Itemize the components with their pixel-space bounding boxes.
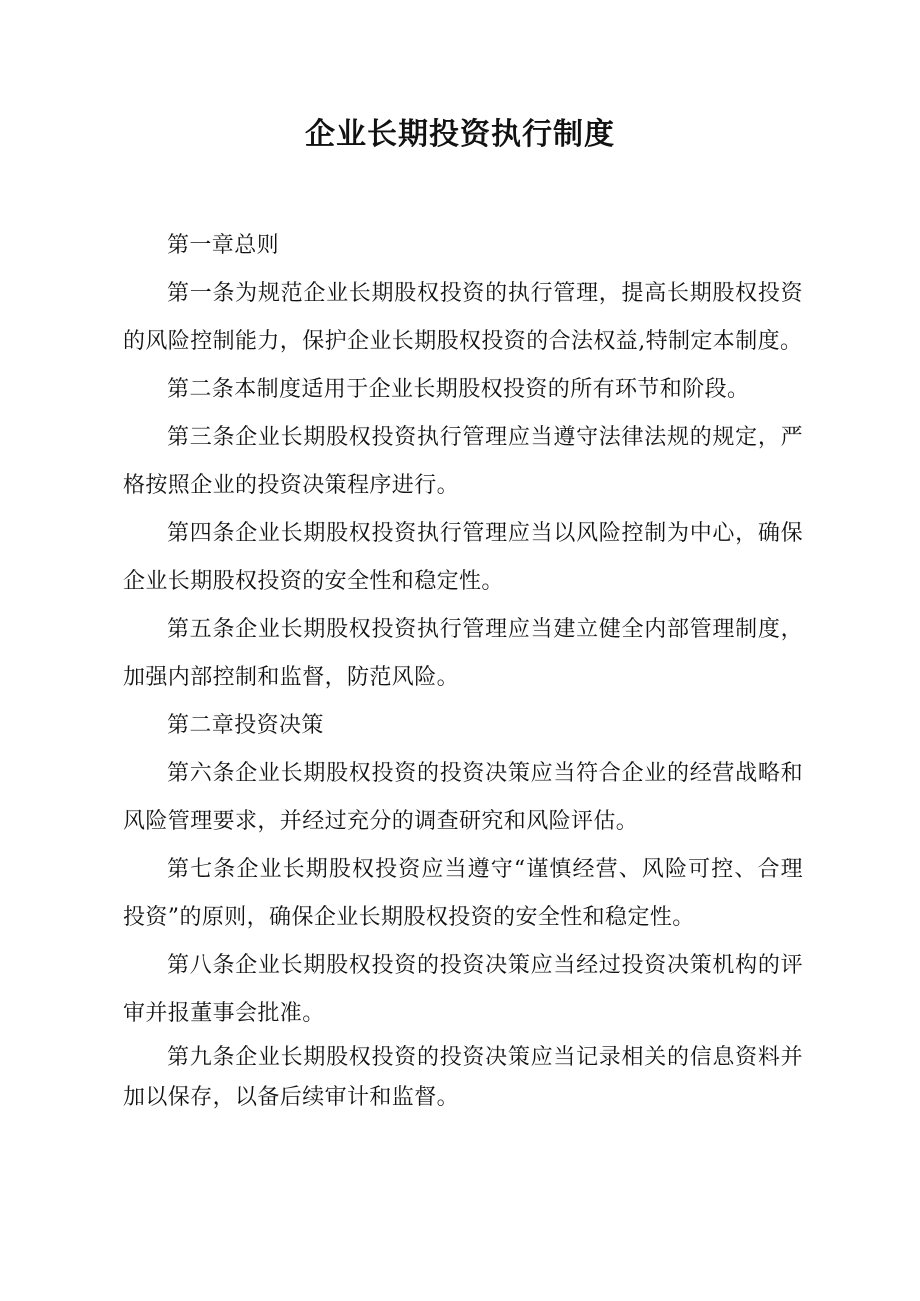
article-8: 第八条企业长期股权投资的投资决策应当经过投资决策机构的评审并报董事会批准。: [123, 953, 803, 1026]
chapter-heading-2: 第二章投资决策: [167, 713, 324, 738]
article-1: 第一条为规范企业长期股权投资的执行管理，提高长期股权投资的风险控制能力，保护企业长期股权投资的合法权益,特制定本制度。: [123, 281, 803, 354]
article-3: 第三条企业长期股权投资执行管理应当遵守法律法规的规定，严格按照企业的投资决策程序进行。: [123, 425, 803, 498]
article-7: 第七条企业长期股权投资应当遵守“谨慎经营、风险可控、合理投资”的原则，确保企业长期股权投资的安全性和稳定性。: [123, 857, 803, 930]
article-5: 第五条企业长期股权投资执行管理应当建立健全内部管理制度，加强内部控制和监督，防范风险。: [123, 617, 803, 690]
article-2: 第二条本制度适用于企业长期股权投资的所有环节和阶段。: [167, 377, 750, 402]
document-title: 企业长期投资执行制度: [305, 117, 615, 152]
article-6: 第六条企业长期股权投资的投资决策应当符合企业的经营战略和风险管理要求，并经过充分的调查研究和风险评估。: [123, 761, 803, 834]
article-4: 第四条企业长期股权投资执行管理应当以风险控制为中心，确保企业长期股权投资的安全性和稳定性。: [123, 521, 803, 594]
article-9: 第九条企业长期股权投资的投资决策应当记录相关的信息资料并加以保存，以备后续审计和监督。: [123, 1045, 803, 1110]
document-body: [123, 222, 803, 1118]
chapter-heading-1: 第一章总则: [167, 233, 280, 258]
